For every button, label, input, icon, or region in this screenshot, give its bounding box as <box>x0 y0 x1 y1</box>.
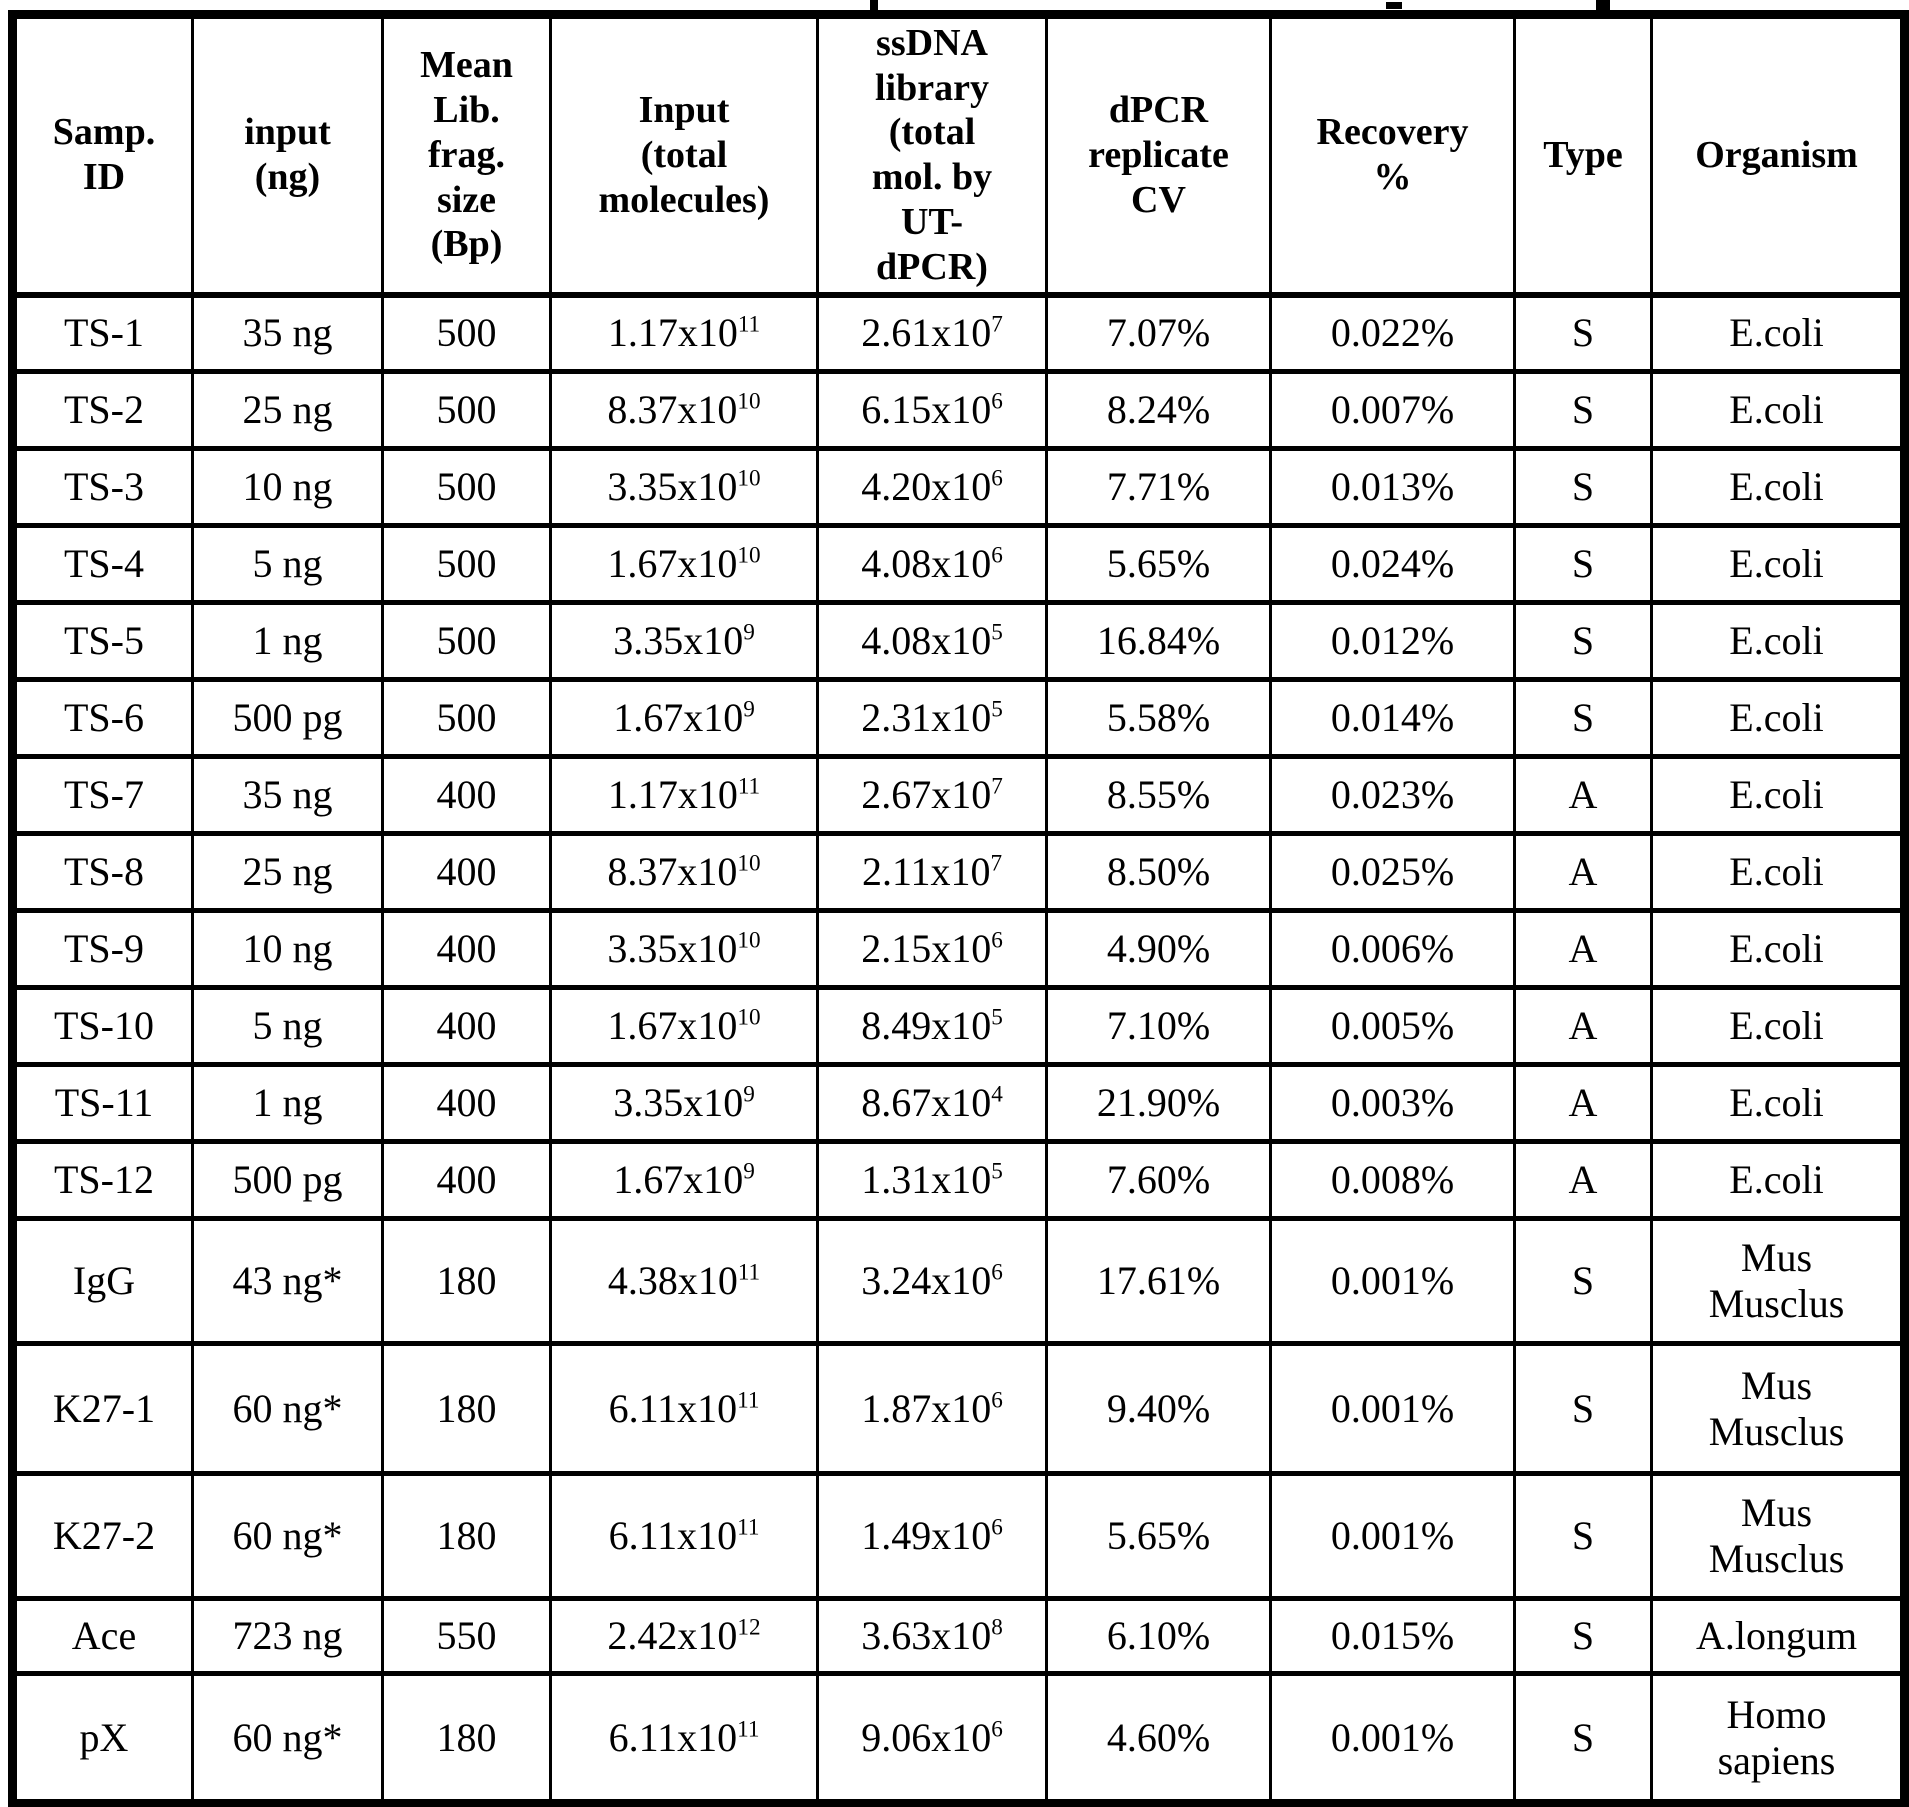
cell-input_total: $1.67x10^9$ <box>551 680 818 757</box>
cell-ssdna_library: $3.24x10^6$ <box>818 1219 1047 1344</box>
cell-recovery_pct: 0.001% <box>1271 1674 1515 1804</box>
cell-ssdna_library: $4.08x10^5$ <box>818 603 1047 680</box>
cell-dpcr_cv: 21.90% <box>1047 1065 1271 1142</box>
cell-ssdna_library: $4.20x10^6$ <box>818 449 1047 526</box>
cell-samp_id: TS-6 <box>13 680 193 757</box>
cell-samp_id: TS-5 <box>13 603 193 680</box>
cell-type: S <box>1515 603 1652 680</box>
cell-organism: E.coli <box>1652 757 1905 834</box>
cell-ssdna_library: $4.08x10^6$ <box>818 526 1047 603</box>
cell-organism: E.coli <box>1652 295 1905 372</box>
cell-recovery_pct: 0.023% <box>1271 757 1515 834</box>
exponent: 10 <box>737 388 761 415</box>
exponent: 7 <box>991 311 1003 338</box>
cell-input_total: $3.35x10^{10}$ <box>551 449 818 526</box>
exponent: 6 <box>991 388 1003 415</box>
cell-ssdna_library: $1.49x10^6$ <box>818 1474 1047 1599</box>
cell-ssdna_library: $3.63x10^8$ <box>818 1599 1047 1674</box>
exponent: 9 <box>743 696 755 723</box>
exponent: 7 <box>990 850 1003 877</box>
cell-samp_id: K27-2 <box>13 1474 193 1599</box>
cell-mean_lib_frag: 180 <box>383 1474 551 1599</box>
cell-samp_id: TS-9 <box>13 911 193 988</box>
table-row <box>13 295 1905 372</box>
cell-type: S <box>1515 372 1652 449</box>
cell-dpcr_cv: 17.61% <box>1047 1219 1271 1344</box>
cell-input_ng: 35 ng <box>193 757 383 834</box>
cell-input_ng: 10 ng <box>193 911 383 988</box>
cell-input_ng: 5 ng <box>193 526 383 603</box>
col-header-recovery_pct: Recovery % <box>1271 15 1515 295</box>
cell-organism: Homo sapiens <box>1652 1674 1905 1804</box>
cell-dpcr_cv: 4.90% <box>1047 911 1271 988</box>
cell-dpcr_cv: 9.40% <box>1047 1344 1271 1474</box>
cell-ssdna_library: $2.11x10^7$ <box>818 834 1047 911</box>
cell-input_total: $6.11x10^{11}$ <box>551 1674 818 1804</box>
exponent: 4 <box>991 1081 1003 1108</box>
table-row <box>13 988 1905 1065</box>
exponent: 7 <box>991 773 1003 800</box>
exponent: 10 <box>737 927 761 954</box>
exponent: 10 <box>737 542 761 569</box>
cell-type: S <box>1515 1674 1652 1804</box>
cell-type: S <box>1515 1599 1652 1674</box>
exponent: 6 <box>991 1514 1003 1541</box>
cell-input_ng: 60 ng* <box>193 1344 383 1474</box>
cell-ssdna_library: $6.15x10^6$ <box>818 372 1047 449</box>
exponent: 12 <box>737 1614 761 1641</box>
table-row <box>13 372 1905 449</box>
exponent: 5 <box>991 696 1003 723</box>
cell-organism: E.coli <box>1652 1142 1905 1219</box>
exponent: 9 <box>743 1081 755 1108</box>
cell-ssdna_library: $1.87x10^6$ <box>818 1344 1047 1474</box>
col-header-organism: Organism <box>1652 15 1905 295</box>
cropped-caption-fragment <box>1596 0 1610 10</box>
exponent: 11 <box>737 773 761 800</box>
cell-recovery_pct: 0.013% <box>1271 449 1515 526</box>
cell-dpcr_cv: 5.65% <box>1047 526 1271 603</box>
cell-recovery_pct: 0.008% <box>1271 1142 1515 1219</box>
cell-type: S <box>1515 1474 1652 1599</box>
cell-organism: E.coli <box>1652 372 1905 449</box>
exponent: 11 <box>737 1514 760 1541</box>
cell-dpcr_cv: 5.58% <box>1047 680 1271 757</box>
cell-dpcr_cv: 7.07% <box>1047 295 1271 372</box>
cell-ssdna_library: $1.31x10^5$ <box>818 1142 1047 1219</box>
cell-recovery_pct: 0.012% <box>1271 603 1515 680</box>
cell-mean_lib_frag: 400 <box>383 911 551 988</box>
exponent: 6 <box>991 1716 1003 1743</box>
cell-ssdna_library: $2.61x10^7$ <box>818 295 1047 372</box>
cell-recovery_pct: 0.001% <box>1271 1474 1515 1599</box>
cell-type: A <box>1515 1065 1652 1142</box>
cell-type: S <box>1515 1219 1652 1344</box>
cell-dpcr_cv: 16.84% <box>1047 603 1271 680</box>
col-header-ssdna_library: ssDNA library (total mol. by UT- dPCR) <box>818 15 1047 295</box>
table-row <box>13 757 1905 834</box>
cell-input_total: $1.17x10^{11}$ <box>551 757 818 834</box>
cell-organism: E.coli <box>1652 603 1905 680</box>
cell-organism: Mus Musclus <box>1652 1344 1905 1474</box>
cell-recovery_pct: 0.005% <box>1271 988 1515 1065</box>
cell-mean_lib_frag: 500 <box>383 372 551 449</box>
exponent: 9 <box>743 1158 755 1185</box>
table-row <box>13 1142 1905 1219</box>
cell-input_ng: 25 ng <box>193 372 383 449</box>
cell-mean_lib_frag: 550 <box>383 1599 551 1674</box>
cropped-caption-fragment <box>1386 2 1402 9</box>
cell-input_ng: 723 ng <box>193 1599 383 1674</box>
cell-dpcr_cv: 5.65% <box>1047 1474 1271 1599</box>
exponent: 10 <box>737 1004 761 1031</box>
sample-library-table <box>8 10 1909 1807</box>
cell-input_ng: 25 ng <box>193 834 383 911</box>
exponent: 8 <box>991 1614 1003 1641</box>
table-row <box>13 1674 1905 1804</box>
cell-input_total: $1.67x10^9$ <box>551 1142 818 1219</box>
cell-samp_id: TS-8 <box>13 834 193 911</box>
table-row <box>13 526 1905 603</box>
cell-dpcr_cv: 8.55% <box>1047 757 1271 834</box>
cell-organism: Mus Musclus <box>1652 1474 1905 1599</box>
cell-dpcr_cv: 8.24% <box>1047 372 1271 449</box>
exponent: 11 <box>737 1716 760 1743</box>
exponent: 5 <box>991 619 1003 646</box>
cell-recovery_pct: 0.001% <box>1271 1219 1515 1344</box>
cell-recovery_pct: 0.006% <box>1271 911 1515 988</box>
cell-mean_lib_frag: 500 <box>383 603 551 680</box>
cell-ssdna_library: $2.15x10^6$ <box>818 911 1047 988</box>
cell-recovery_pct: 0.025% <box>1271 834 1515 911</box>
table-row <box>13 911 1905 988</box>
cell-recovery_pct: 0.014% <box>1271 680 1515 757</box>
cell-organism: E.coli <box>1652 449 1905 526</box>
cell-ssdna_library: $8.49x10^5$ <box>818 988 1047 1065</box>
exponent: 6 <box>991 1259 1003 1286</box>
cell-input_ng: 10 ng <box>193 449 383 526</box>
cell-samp_id: Ace <box>13 1599 193 1674</box>
cell-input_ng: 500 pg <box>193 680 383 757</box>
cell-input_total: $6.11x10^{11}$ <box>551 1344 818 1474</box>
cell-organism: E.coli <box>1652 680 1905 757</box>
cell-input_total: $4.38x10^{11}$ <box>551 1219 818 1344</box>
exponent: 9 <box>743 619 755 646</box>
cell-samp_id: TS-10 <box>13 988 193 1065</box>
cell-samp_id: TS-12 <box>13 1142 193 1219</box>
cell-type: A <box>1515 988 1652 1065</box>
cell-input_total: $1.17x10^{11}$ <box>551 295 818 372</box>
cell-mean_lib_frag: 500 <box>383 295 551 372</box>
cell-samp_id: TS-4 <box>13 526 193 603</box>
table-row <box>13 1599 1905 1674</box>
cell-organism: E.coli <box>1652 1065 1905 1142</box>
cell-mean_lib_frag: 500 <box>383 526 551 603</box>
cell-samp_id: TS-2 <box>13 372 193 449</box>
cell-dpcr_cv: 8.50% <box>1047 834 1271 911</box>
table-row <box>13 449 1905 526</box>
cell-input_total: $3.35x10^9$ <box>551 1065 818 1142</box>
exponent: 11 <box>737 1259 761 1286</box>
col-header-samp_id: Samp. ID <box>13 15 193 295</box>
exponent: 6 <box>991 542 1003 569</box>
cell-input_ng: 43 ng* <box>193 1219 383 1344</box>
cell-dpcr_cv: 7.71% <box>1047 449 1271 526</box>
cell-input_ng: 1 ng <box>193 603 383 680</box>
cell-type: A <box>1515 1142 1652 1219</box>
cell-input_ng: 500 pg <box>193 1142 383 1219</box>
cell-type: S <box>1515 295 1652 372</box>
col-header-dpcr_cv: dPCR replicate CV <box>1047 15 1271 295</box>
cell-type: A <box>1515 757 1652 834</box>
cell-input_ng: 35 ng <box>193 295 383 372</box>
cell-organism: A.longum <box>1652 1599 1905 1674</box>
cell-input_ng: 60 ng* <box>193 1674 383 1804</box>
cell-organism: E.coli <box>1652 911 1905 988</box>
cell-mean_lib_frag: 400 <box>383 757 551 834</box>
cell-ssdna_library: $9.06x10^6$ <box>818 1674 1047 1804</box>
cell-mean_lib_frag: 400 <box>383 834 551 911</box>
cell-input_total: $8.37x10^{10}$ <box>551 834 818 911</box>
cell-samp_id: TS-11 <box>13 1065 193 1142</box>
cell-dpcr_cv: 6.10% <box>1047 1599 1271 1674</box>
exponent: 11 <box>737 311 761 338</box>
cell-mean_lib_frag: 180 <box>383 1674 551 1804</box>
cell-input_total: $3.35x10^9$ <box>551 603 818 680</box>
cell-type: A <box>1515 911 1652 988</box>
cell-samp_id: TS-7 <box>13 757 193 834</box>
exponent: 6 <box>991 927 1003 954</box>
cell-type: A <box>1515 834 1652 911</box>
cell-dpcr_cv: 7.60% <box>1047 1142 1271 1219</box>
table-row <box>13 1219 1905 1344</box>
cell-mean_lib_frag: 500 <box>383 680 551 757</box>
exponent: 6 <box>991 1387 1003 1414</box>
col-header-input_ng: input (ng) <box>193 15 383 295</box>
cell-input_total: $6.11x10^{11}$ <box>551 1474 818 1599</box>
cell-type: S <box>1515 680 1652 757</box>
cell-organism: E.coli <box>1652 526 1905 603</box>
table-row <box>13 1474 1905 1599</box>
cell-mean_lib_frag: 400 <box>383 1142 551 1219</box>
exponent: 5 <box>991 1158 1003 1185</box>
cell-type: S <box>1515 449 1652 526</box>
cell-mean_lib_frag: 400 <box>383 988 551 1065</box>
cell-mean_lib_frag: 180 <box>383 1219 551 1344</box>
cell-mean_lib_frag: 180 <box>383 1344 551 1474</box>
cell-input_ng: 60 ng* <box>193 1474 383 1599</box>
cell-samp_id: IgG <box>13 1219 193 1344</box>
cell-mean_lib_frag: 500 <box>383 449 551 526</box>
table-row <box>13 834 1905 911</box>
cell-input_total: $1.67x10^{10}$ <box>551 988 818 1065</box>
col-header-mean_lib_frag: Mean Lib. frag. size (Bp) <box>383 15 551 295</box>
col-header-input_total: Input (total molecules) <box>551 15 818 295</box>
table-header <box>13 15 1905 295</box>
cell-recovery_pct: 0.024% <box>1271 526 1515 603</box>
cell-mean_lib_frag: 400 <box>383 1065 551 1142</box>
cell-ssdna_library: $2.67x10^7$ <box>818 757 1047 834</box>
cell-input_total: $1.67x10^{10}$ <box>551 526 818 603</box>
exponent: 10 <box>737 465 761 492</box>
cell-recovery_pct: 0.001% <box>1271 1344 1515 1474</box>
cell-ssdna_library: $2.31x10^5$ <box>818 680 1047 757</box>
cell-input_ng: 1 ng <box>193 1065 383 1142</box>
cell-input_ng: 5 ng <box>193 988 383 1065</box>
cell-organism: E.coli <box>1652 834 1905 911</box>
cell-dpcr_cv: 4.60% <box>1047 1674 1271 1804</box>
cell-recovery_pct: 0.015% <box>1271 1599 1515 1674</box>
cell-type: S <box>1515 526 1652 603</box>
cell-samp_id: pX <box>13 1674 193 1804</box>
table-row <box>13 1344 1905 1474</box>
table-row <box>13 680 1905 757</box>
cell-recovery_pct: 0.022% <box>1271 295 1515 372</box>
cell-samp_id: TS-3 <box>13 449 193 526</box>
cell-recovery_pct: 0.003% <box>1271 1065 1515 1142</box>
cell-samp_id: TS-1 <box>13 295 193 372</box>
cell-dpcr_cv: 7.10% <box>1047 988 1271 1065</box>
table-row <box>13 1065 1905 1142</box>
header-row <box>13 15 1905 295</box>
cell-ssdna_library: $8.67x10^4$ <box>818 1065 1047 1142</box>
table-body <box>13 295 1905 1804</box>
cell-type: S <box>1515 1344 1652 1474</box>
cell-input_total: $8.37x10^{10}$ <box>551 372 818 449</box>
cell-recovery_pct: 0.007% <box>1271 372 1515 449</box>
cell-organism: Mus Musclus <box>1652 1219 1905 1344</box>
exponent: 11 <box>737 1387 760 1414</box>
table-row <box>13 603 1905 680</box>
exponent: 6 <box>991 465 1003 492</box>
cell-samp_id: K27-1 <box>13 1344 193 1474</box>
exponent: 10 <box>737 850 761 877</box>
cell-organism: E.coli <box>1652 988 1905 1065</box>
exponent: 5 <box>991 1004 1003 1031</box>
cell-input_total: $2.42x10^{12}$ <box>551 1599 818 1674</box>
col-header-type: Type <box>1515 15 1652 295</box>
cell-input_total: $3.35x10^{10}$ <box>551 911 818 988</box>
